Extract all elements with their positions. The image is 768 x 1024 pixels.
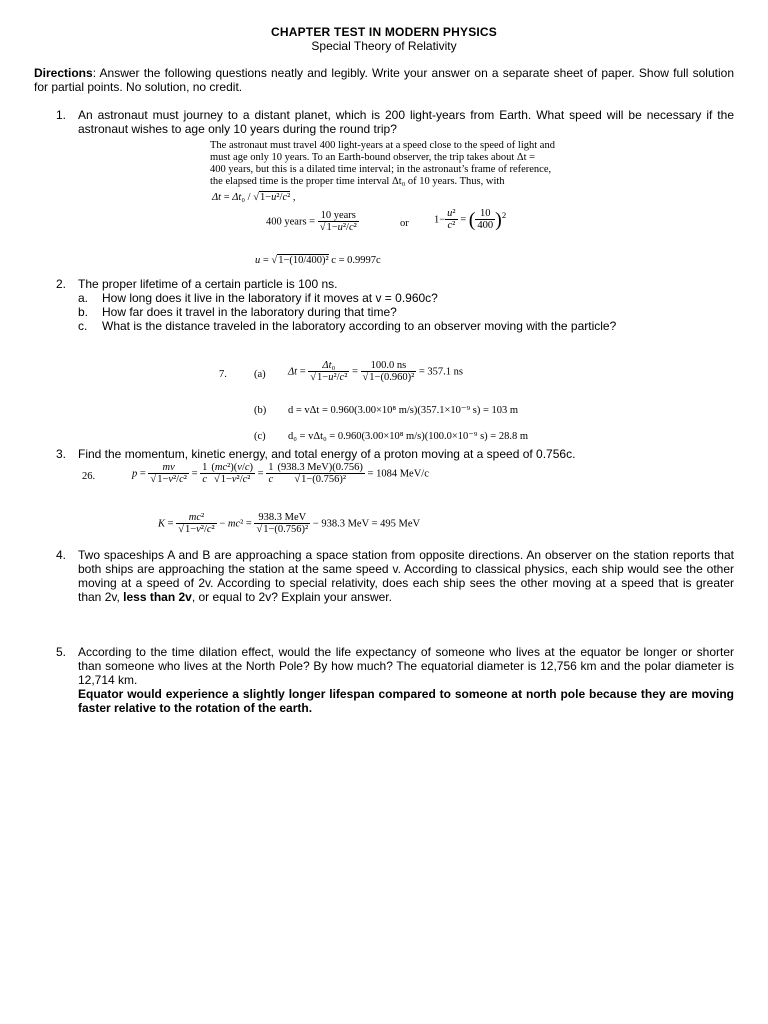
eq-momentum-result: = 1084 MeV/c (367, 468, 429, 480)
equation-u-squared: 1− $\frac{\text{u²}}{\text{c²}}$ = ( $\frac{10}{400}$ )$^2$ (434, 208, 507, 231)
equation-u-result: u = √1−(10/400)² c = 0.9997c (255, 255, 381, 266)
dilation-formula: Δt = Δt₀ / √1−u²/c² , (212, 192, 296, 203)
eq-938: 938.3 MeV (254, 512, 310, 524)
equation-400-years: 400 years = $\frac{\text{10 years}}{\text{√1−u²/c²}}$ (266, 210, 357, 233)
eq-357ns: = 357.1 ns (418, 366, 464, 378)
solution-line: 400 years, but this is a dilated time interval; in the astronaut’s frame of reference, (210, 164, 552, 175)
directions (34, 66, 734, 94)
question-text: The proper lifetime of a certain particle is 100 ns. (78, 277, 338, 291)
answer-text: Equator would experience a slightly longer lifespan compared to someone at north pole because they are moving faster relative to the rotation of the earth. (78, 687, 734, 715)
question-3 (56, 447, 734, 461)
question-number: 1. (56, 108, 67, 122)
eq-10-years: 10 years (318, 210, 359, 222)
equation-kinetic-energy: K = $\frac{\text{mc²}}{\text{√1−v²/c²}}$ − mc² = $\frac{\text{938.3 MeV}}{\text{√1−(0.756)²}}$ − 938.3 MeV = 495 MeV (158, 512, 421, 535)
solution-part-a: (a) (254, 369, 266, 380)
directions-text: : Answer the following questions neatly and legibly. Write your answer on a separate sheet of paper. Show full solution for partial points. No solution, no credit. (34, 66, 734, 94)
part-letter: a. (78, 291, 89, 305)
eq-100ns: 100.0 ns (361, 360, 417, 372)
part-text: How long does it live in the laboratory if it moves at v = 0.960c? (102, 291, 438, 305)
question-number: 3. (56, 447, 67, 461)
equation-delta-t: Δt = $\frac{\text{Δt₀}}{\text{√1−u²/c²}}$ = $\frac{100.0 ns}{\text{√1−(0.960)²}}$ = 357.1 ns (288, 360, 464, 383)
equation-distance-particle: d₀ = vΔt₀ = 0.960(3.00×10⁸ m/s)(100.0×10⁻⁹ s) = 28.8 m (288, 431, 528, 442)
eq-result: c = 0.9997c (331, 255, 381, 266)
page-title: CHAPTER TEST IN MODERN PHYSICS (270, 25, 498, 39)
question-5 (56, 645, 734, 715)
question-text: Find the momentum, kinetic energy, and total energy of a proton moving at a speed of 0.756c. (78, 447, 576, 461)
part-text: How far does it travel in the laboratory during that time? (102, 305, 397, 319)
equation-distance-lab: d = vΔt = 0.960(3.00×10⁸ m/s)(357.1×10⁻⁹ s) = 103 m (288, 405, 519, 416)
question-number: 4. (56, 548, 67, 562)
question-2a (78, 291, 438, 305)
solution-part-b: (b) (254, 405, 267, 416)
eq-kinetic-result: − 938.3 MeV = 495 MeV (312, 518, 421, 530)
question-text-bold: less than 2v (123, 590, 192, 604)
question-text (78, 548, 734, 604)
question-number: 5. (56, 645, 67, 659)
part-text: What is the distance traveled in the laboratory according to an observer moving with the particle? (102, 319, 617, 333)
eq-or: or (400, 218, 409, 229)
part-letter: c. (78, 319, 88, 333)
question-2b (78, 305, 397, 319)
question-2c (78, 319, 616, 333)
solution-part-c: (c) (254, 431, 266, 442)
directions-label: Directions (34, 66, 93, 80)
solution-number: 26. (82, 471, 96, 482)
solution-line: must age only 10 years. To an Earth-bound observer, the trip takes about Δt = (210, 152, 536, 163)
question-number: 2. (56, 277, 67, 291)
solution-line: The astronaut must travel 400 light-years at a speed close to the speed of light and (210, 140, 555, 151)
equation-momentum: p = $\frac{mv}{\text{√1−v²/c²}}$ = $\frac{1}{c}$ $\frac{\text{(mc²)(v/c)}}{\text{√1−v²/c²}}$ = $\frac{1}{c}$ $\frac{\text{(938.3 MeV)(0.756)}}{\text{√1−(0.756)²}}$ = 1084 MeV/c (132, 462, 429, 485)
question-4 (56, 548, 734, 604)
eq-400-label: 400 years = (266, 216, 316, 228)
question-text: According to the time dilation effect, would the life expectancy of someone who lives at the equator be longer or shorter than someone who lives at the North Pole? By how much? The equatorial diameter is 12,756 km and the polar diameter is 12,714 km. (78, 645, 734, 687)
part-letter: b. (78, 305, 89, 319)
question-text-part: , or equal to 2v? Explain your answer. (191, 590, 392, 604)
page-subtitle: Special Theory of Relativity (311, 39, 457, 53)
question-2 (56, 277, 734, 291)
question-text-part: Two spaceships A and B are approaching a space station from opposite directions. An observer on the station reports that both ships are approaching the station at the same speed v. According to classical physics, each ship would see the other moving at a speed of 2v. According to special relativity, does each ship sees the other moving at a speed that is greater than 2v, (78, 548, 734, 604)
solution-line: the elapsed time is the proper time interval Δt₀ of 10 years. Thus, with (210, 176, 505, 187)
solution-number: 7. (219, 369, 227, 380)
question-text: An astronaut must journey to a distant planet, which is 200 light-years from Earth. What speed will be necessary if the astronaut wishes to age only 10 years during the round trip? (78, 108, 734, 136)
question-1 (56, 108, 734, 136)
